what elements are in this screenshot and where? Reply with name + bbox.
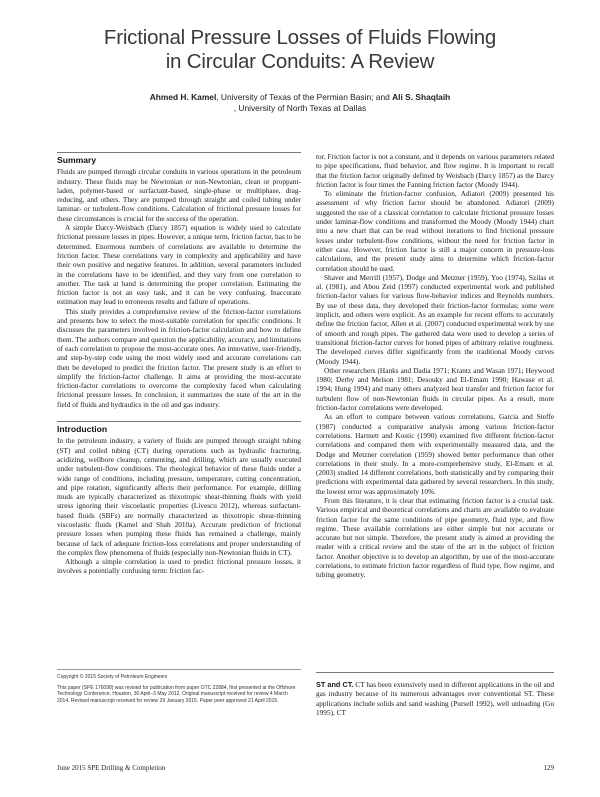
intro-paragraph: In the petroleum industry, a variety of fluids are pumped through straight tubing (ST) and coiled tubing (CT) during operations such as hydraulic fracturing, acidizing, wellbore cleanup, cementing, and drilling, which are usually executed under turbulent-flow conditions. The rheological behavior of these fluids under a wide range of conditions, including pressure, temperature, cutting concentration, and pipe rotation, significantly affects their performance. For example, drilling muds are typically characterized as thixotropic shear-thinning fluids with yield stress ignoring their viscoelastic properties (Livescu 2012), whereas surfactant-based fluids (SBFs) are normally characterized as thixotropic shear-thinning viscoelastic fluids (Kamel and Shah 2010a). Accurate prediction of frictional pressure losses when pumping these fluids has remained a challenge, mainly because of lack of adequate friction-loss correlations and proper understanding of the complex flow phenomena of fluids (especially non-Newtonian fluids in CT). — [57, 436, 301, 557]
title-line-1: Frictional Pressure Losses of Fluids Flowing — [103, 26, 497, 49]
st-ct-text: CT has been extensively used in different applications in the oil and gas industry because of its numerous advantages over conventional ST. These applications include solids and sand washing (Pursell 1992), well unloading (Gu 1995), CT — [316, 680, 554, 717]
summary-paragraph: A simple Darcy-Weisbach (Darcy 1857) equation is widely used to calculate frictional pressure losses in pipes. However, a unique term, friction factor, has to be determined. Enormous numbers of correlations are available to determine the friction factor. These correlations vary in complexity and applicability and have their own positive and negative features. In addition, several parameters included in the correlations have to be identified, and they vary from one correlation to another. The task at hand is determining the proper correlation. Estimating the friction factor is not an easy task, and it can be very confusing. Inaccurate estimation may lead to erroneous results and failure of operations. — [57, 223, 301, 307]
copyright-line: Copyright © 2015 Society of Petroleum Engineers — [57, 674, 168, 680]
summary-paragraph: Fluids are pumped through circular conduits in various operations in the petroleum industry. These fluids may be Newtonian or non-Newtonian, clean or proppant-laden, polymer-based or surfactant-based, single-phase or multiphase, drag-reducing, and others. They are pumped through straight and coiled tubing under laminar- or turbulent-flow conditions. Calculation of frictional pressure losses for these circumstances is crucial for the success of the operation. — [57, 167, 301, 223]
section-rule — [57, 421, 301, 422]
st-ct-heading: ST and CT. — [316, 680, 354, 689]
paper-title — [40, 26, 560, 74]
author-2-name: Ali S. Shaqlaih — [392, 92, 451, 102]
body-paragraph: As an effort to compare between various correlations, Garcia and Steffe (1987) conducted a comparative analysis among various friction-factor correlations. Hartnett and Kostic (1990) examined five different friction-factor correlations and compared them with experimentally measured data, and the Dodge and Metzner correlation (1959) showed better performance than other correlations in their study. In a more-comprehensive study, El-Emam et al. (2003) studied 14 different correlations, both statistically and by comparing their predictions with experimental data gathered by several researchers. In this study, the lowest error was approximately 10%. — [316, 412, 554, 496]
st-ct-subsection — [316, 680, 554, 717]
body-paragraph: From this literature, it is clear that estimating friction factor is a crucial task. Various empirical and theoretical correlations and charts are available to evaluate friction factor for the same conditions of pipe geometry, fluid type, and flow regime. These available correlations are either simple but not accurate or accurate but not simple. Therefore, the present study is aimed at providing the reader with a critical review and the state of the art in the subject of friction factor. Another objective is to develop an algorithm, by use of the most-accurate correlations, to estimate friction factor regardless of fluid type, flow regime, and tubing geometry. — [316, 495, 554, 580]
author-line — [40, 92, 560, 114]
left-column — [57, 152, 301, 576]
section-rule — [57, 152, 301, 153]
body-paragraph: To eliminate the friction-factor confusion, Adiatori (2009) presented his assessment of why friction factor should be abandoned. Adiatori (2009) suggested the use of a classical correlation to calculate frictional pressure losses under laminar-flow conditions and transformed the Moody (Moody 1944) chart into a new chart that can be read without iterations to find frictional pressure losses under turbulent-flow conditions, without the need for friction factor in either case. However, friction factor is still a major concern in pressure-loss calculations, and the present study aims to determine which friction-factor correlation should be used. — [316, 189, 554, 273]
title-line-2: in Circular Conduits: A Review — [165, 50, 435, 73]
summary-paragraph: This study provides a comprehensive review of the friction-factor correlations and presents how to select the most-suitable correlation for specific conditions. It discusses the parameters involved in friction-factor calculation and how to define them. The authors compare and question the applicability, accuracy, and limitations of each correlation to propose the most-accurate ones. An innovative, user-friendly, and step-by-step code using the most widely used and accurate correlations can then be developed to predict the friction factor. The present study is an effort to simplify the friction-factor challenge. It aims at providing the most-accurate friction-factor correlations to overcome the complexity faced when calculating frictional pressure losses. In conclusion, it summarizes the state of the art in the field of fluids and hydraulics in the oil and gas industry. — [57, 306, 301, 409]
introduction-heading: Introduction — [57, 424, 108, 435]
right-column — [316, 152, 554, 580]
body-paragraph: Shaver and Merrill (1957), Dodge and Metzner (1959), Yoo (1974), Szilas et al. (1981), and Abou Zeid (1997) conducted experimental work and published friction-factor values for various flow-behavior indices and Reynolds numbers. By use of these data, they developed their friction-factor formulas; some were implicit, and others were explicit. As an example for recent efforts to accurately define the friction factor, Allen et al. (2007) conducted experimental work by use of smooth and rough pipes. The gathered data were used to develop a series of transitional friction-factor curves for honed pipes of arbitrary relative roughness. The developed curves differ significantly from the traditional Moody curves (Moody 1944). — [316, 272, 554, 366]
footnote-block — [57, 669, 301, 704]
introduction-section — [57, 421, 301, 576]
summary-heading: Summary — [57, 155, 97, 165]
journal-footer: June 2015 SPE Drilling & Completion — [57, 764, 166, 772]
intro-paragraph: Although a simple correlation is used to predict frictional pressure losses, it involves a potentially confusing term: friction fac- — [57, 557, 301, 576]
footnote-text: This paper (SPE 176098) was revised for publication from paper OTC 22884, first presented at the Offshore Technology Conference, Houston, 30 April–3 May 2012. Original manuscript received for review 4 March 2014. Revised manuscript received for review 29 January 2015. Paper peer approved 21 April 2015. — [57, 684, 296, 704]
body-paragraph: Other researchers (Hanks and Dadia 1971; Krantz and Wasan 1971; Heywood 1980; Derby and Melson 1981; Desouky and El-Emam 1990; Hawase et al. 1994; Hung 1994) and many others analyzed heat transfer and friction factor for turbulent flow of non-Newtonian fluids in circular pipes. As a result, more friction-factor correlations were developed. — [316, 365, 554, 413]
footnote-rule — [57, 669, 301, 670]
author-2-affiliation: , University of North Texas at Dallas — [233, 103, 367, 113]
page-number: 129 — [543, 764, 554, 772]
author-1-name: Ahmed H. Kamel — [149, 92, 217, 102]
body-paragraph: tor. Friction factor is not a constant, and it depends on various parameters related to pipe specifications, fluid behavior, and flow regime. It is important to recall that the friction factor originally defined by Weisbach (Darcy 1857) as the Darcy friction factor is four times the Fanning friction factor (Moody 1944). — [316, 152, 554, 189]
subsection-rule — [316, 672, 554, 673]
author-1-affiliation: , University of Texas of the Permian Basin; and — [216, 92, 393, 102]
